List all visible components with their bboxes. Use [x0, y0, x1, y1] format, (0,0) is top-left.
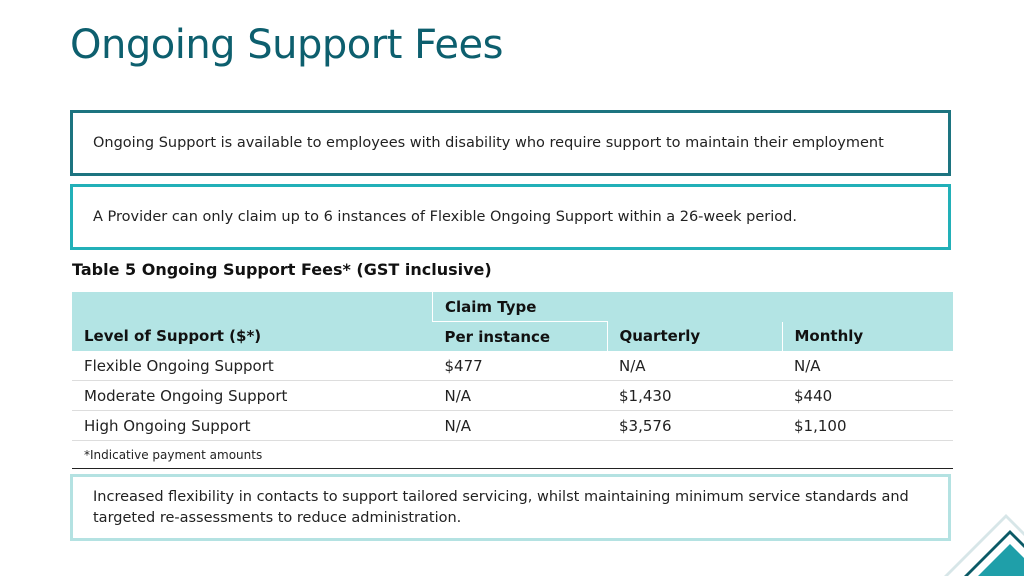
table-row [72, 411, 953, 441]
fees-table [72, 292, 953, 469]
row-per-instance: $477 [433, 351, 608, 381]
table-footnote: *Indicative payment amounts [72, 441, 953, 469]
corner-decoration-icon [934, 496, 1024, 576]
header-cell-empty [782, 292, 953, 322]
row-quarterly: $3,576 [607, 411, 782, 441]
header-cell-empty [607, 292, 782, 322]
info-box-claim-limit-text: A Provider can only claim up to 6 instances of Flexible Ongoing Support within a 26-week period. [93, 209, 797, 225]
header-monthly: Monthly [782, 322, 953, 352]
row-level: High Ongoing Support [72, 411, 433, 441]
row-quarterly: N/A [607, 351, 782, 381]
info-box-flexibility-text: Increased flexibility in contacts to support tailored servicing, whilst maintaining minimum service standards and targeted re-assessments to reduce administration. [93, 488, 909, 526]
row-monthly: $1,100 [782, 411, 953, 441]
table-title: Table 5 Ongoing Support Fees* (GST inclusive) [72, 260, 492, 279]
table-footnote-row [72, 441, 953, 469]
info-box-claim-limit [70, 184, 951, 250]
info-box-flexibility [70, 474, 951, 541]
header-quarterly: Quarterly [607, 322, 782, 352]
header-per-instance: Per instance [433, 322, 608, 352]
row-level: Moderate Ongoing Support [72, 381, 433, 411]
corner-mid-shape [978, 544, 1024, 576]
table-row [72, 381, 953, 411]
table-header-row-group [72, 292, 953, 322]
row-per-instance: N/A [433, 411, 608, 441]
row-per-instance: N/A [433, 381, 608, 411]
row-monthly: $440 [782, 381, 953, 411]
table-row [72, 351, 953, 381]
page-title: Ongoing Support Fees [70, 22, 503, 68]
table-header-row [72, 322, 953, 352]
row-quarterly: $1,430 [607, 381, 782, 411]
header-level-of-support: Level of Support ($*) [72, 322, 433, 352]
info-box-eligibility-text: Ongoing Support is available to employees with disability who require support to maintain their employment [93, 135, 884, 151]
info-box-eligibility [70, 110, 951, 176]
row-monthly: N/A [782, 351, 953, 381]
header-cell-empty [72, 292, 433, 322]
row-level: Flexible Ongoing Support [72, 351, 433, 381]
header-claim-type: Claim Type [433, 292, 608, 322]
